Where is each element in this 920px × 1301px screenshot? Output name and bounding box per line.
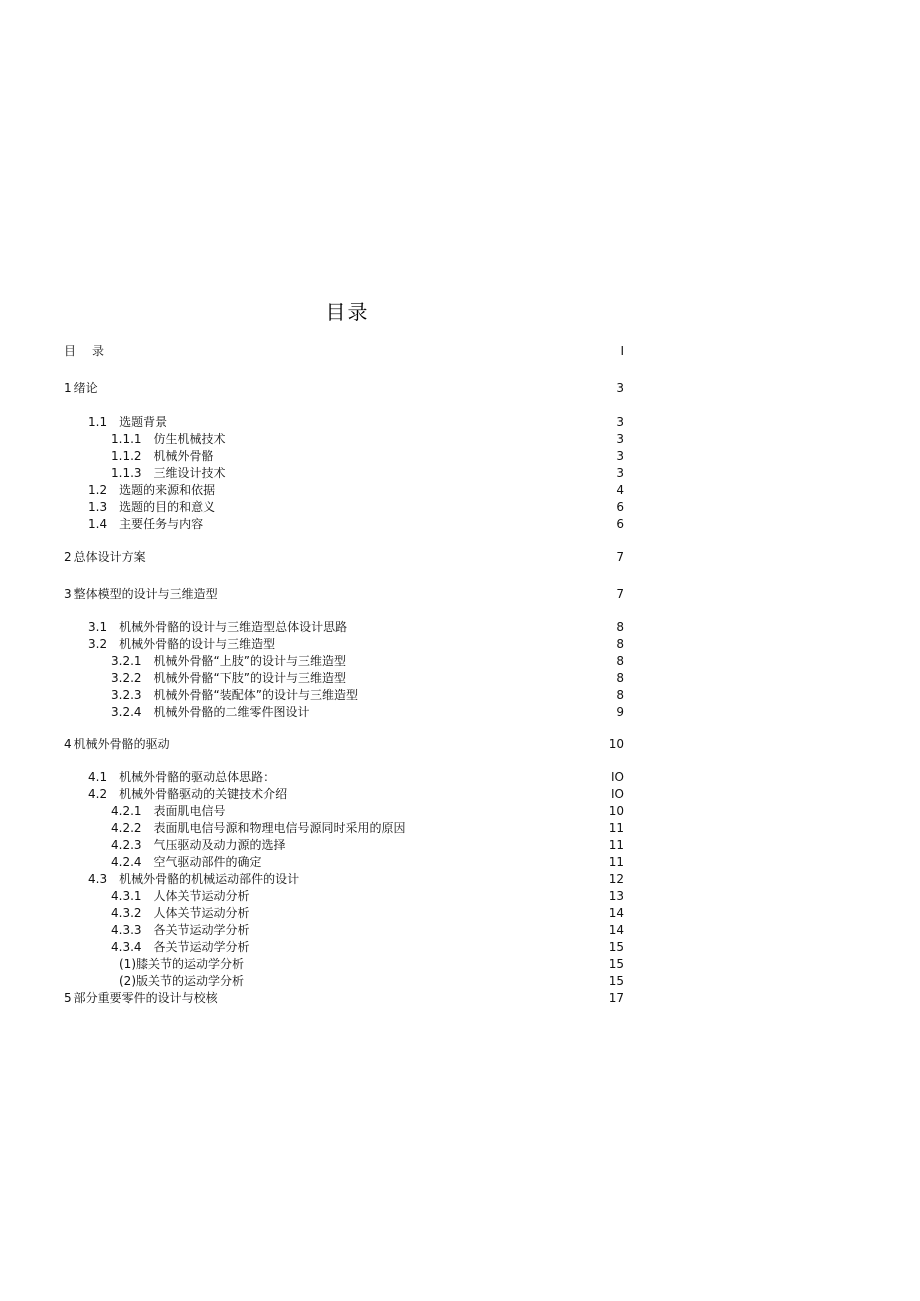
toc-number: 4.2.3 <box>111 838 142 852</box>
toc-entry[interactable] <box>64 835 624 852</box>
toc-page: 3 <box>616 381 624 395</box>
toc-page: 14 <box>608 906 624 920</box>
toc-label: 各关节运动学分析 <box>153 940 250 954</box>
toc-entry[interactable] <box>64 818 624 835</box>
page-title: 目录 <box>325 300 370 324</box>
toc-page: IO <box>611 770 624 784</box>
toc-number: 4.3.3 <box>111 923 142 937</box>
toc-entry[interactable] <box>64 801 624 818</box>
toc-label: 机械外骨骼的设计与三维造型 <box>119 637 276 651</box>
toc-page: 10 <box>608 804 624 818</box>
toc-entry[interactable] <box>64 651 624 668</box>
toc-label: 气压驱动及动力源的选择 <box>153 838 286 852</box>
toc-entry[interactable] <box>64 702 624 719</box>
toc-entry[interactable] <box>64 341 624 358</box>
toc-number: 1.2 <box>88 483 108 497</box>
toc-number: 4.3.2 <box>111 906 142 920</box>
toc-entry[interactable] <box>64 429 624 446</box>
toc-entry[interactable] <box>64 988 624 1005</box>
toc-number: 3 <box>64 587 72 601</box>
toc-entry[interactable] <box>64 767 624 784</box>
toc-entry[interactable] <box>64 668 624 685</box>
toc-number: 4.2.4 <box>111 855 142 869</box>
toc-label: 绪论 <box>73 381 98 395</box>
toc-page: 8 <box>616 671 624 685</box>
toc-number: 4.1 <box>88 770 108 784</box>
toc-number: 3.2.4 <box>111 705 142 719</box>
toc-label: 人体关节运动分析 <box>153 906 250 920</box>
toc-number: (2) <box>119 974 136 988</box>
toc-page: 8 <box>616 620 624 634</box>
toc-page: 6 <box>616 517 624 531</box>
toc-entry[interactable] <box>64 903 624 920</box>
toc-page: 17 <box>608 991 624 1005</box>
toc-label: 机械外骨骼 <box>153 449 214 463</box>
toc-label: 选题的目的和意义 <box>119 500 216 514</box>
toc-page: 6 <box>616 500 624 514</box>
toc-label: 仿生机械技术 <box>153 432 226 446</box>
toc-label: 机械外骨骼的设计与三维造型总体设计思路 <box>119 620 348 634</box>
toc-entry[interactable] <box>64 920 624 937</box>
toc-number: 4.2.2 <box>111 821 142 835</box>
toc-page: 3 <box>616 415 624 429</box>
toc-entry[interactable] <box>64 869 624 886</box>
toc-label: 机械外骨骼的机械运动部件的设计 <box>119 872 300 886</box>
toc-page: 14 <box>608 923 624 937</box>
toc-number: 4.2.1 <box>111 804 142 818</box>
toc-label: 机械外骨骼“装配体”的设计与三维造型 <box>153 688 358 702</box>
toc-page: 12 <box>608 872 624 886</box>
toc-label: 表面肌电信号源和物理电信号源同时采用的原因 <box>153 821 406 835</box>
toc-page: 3 <box>616 449 624 463</box>
toc-number: 4.3.4 <box>111 940 142 954</box>
toc-label: 机械外骨骼“上肢”的设计与三维造型 <box>153 654 346 668</box>
toc-number: 4.2 <box>88 787 108 801</box>
toc-entry[interactable] <box>64 480 624 497</box>
toc-number: 1.1 <box>88 415 108 429</box>
toc-page: IO <box>611 787 624 801</box>
toc-number: 3.2 <box>88 637 108 651</box>
toc-entry[interactable] <box>64 685 624 702</box>
toc-page: 11 <box>608 855 624 869</box>
toc-label: 总体设计方案 <box>73 550 146 564</box>
toc-number: 4.3 <box>88 872 108 886</box>
toc-number: 5 <box>64 991 72 1005</box>
toc-number: 4 <box>64 737 72 751</box>
toc-page: 9 <box>616 705 624 719</box>
toc-number: 3.2.3 <box>111 688 142 702</box>
toc-label: 版关节的运动学分析 <box>136 974 245 988</box>
toc-page: 8 <box>616 637 624 651</box>
toc-page: 4 <box>616 483 624 497</box>
toc-entry[interactable] <box>64 584 624 601</box>
toc-entry[interactable] <box>64 634 624 651</box>
toc-page: 13 <box>608 889 624 903</box>
toc-label: 机械外骨骼的驱动总体思路： <box>119 770 276 784</box>
toc-entry[interactable] <box>64 514 624 531</box>
toc-entry[interactable] <box>64 547 624 564</box>
toc-entry[interactable] <box>64 463 624 480</box>
toc-label: 表面肌电信号 <box>153 804 226 818</box>
toc-number: 4.3.1 <box>111 889 142 903</box>
toc-number: 1.1.1 <box>111 432 142 446</box>
toc-label: 各关节运动学分析 <box>153 923 250 937</box>
toc-label: 选题背景 <box>119 415 168 429</box>
toc-number: 3.1 <box>88 620 108 634</box>
toc-entry[interactable] <box>64 497 624 514</box>
toc-entry[interactable] <box>64 852 624 869</box>
toc-entry[interactable] <box>64 446 624 463</box>
toc-page: 3 <box>616 432 624 446</box>
toc-page: 11 <box>608 821 624 835</box>
toc-page: 7 <box>616 587 624 601</box>
toc-label: 整体模型的设计与三维造型 <box>73 587 218 601</box>
toc-entry[interactable] <box>64 378 624 395</box>
toc-entry[interactable] <box>64 412 624 429</box>
toc-entry[interactable] <box>64 971 624 988</box>
toc-label: 机械外骨骼的驱动 <box>73 737 170 751</box>
toc-number: (1) <box>119 957 136 971</box>
toc-label: 机械外骨骼“下肢”的设计与三维造型 <box>153 671 346 685</box>
toc-label: 空气驱动部件的确定 <box>153 855 262 869</box>
toc-number: 1.4 <box>88 517 108 531</box>
toc-label: 人体关节运动分析 <box>153 889 250 903</box>
toc-page: 8 <box>616 688 624 702</box>
toc-page: 3 <box>616 466 624 480</box>
toc-page: 15 <box>608 957 624 971</box>
toc-number: 目 录 <box>64 344 107 358</box>
toc-number: 1 <box>64 381 72 395</box>
toc-entry[interactable] <box>64 954 624 971</box>
toc-number: 1.1.3 <box>111 466 142 480</box>
toc-label: 主要任务与内容 <box>119 517 204 531</box>
toc-number: 3.2.1 <box>111 654 142 668</box>
toc-label: 部分重要零件的设计与校核 <box>73 991 218 1005</box>
toc-page: 8 <box>616 654 624 668</box>
toc-number: 1.1.2 <box>111 449 142 463</box>
toc-page: 11 <box>608 838 624 852</box>
toc-label: 膝关节的运动学分析 <box>136 957 245 971</box>
toc-entry[interactable] <box>64 734 624 751</box>
toc-entry[interactable] <box>64 937 624 954</box>
toc-label: 机械外骨骼驱动的关键技术介绍 <box>119 787 288 801</box>
toc-label: 选题的来源和依据 <box>119 483 216 497</box>
toc-label: 机械外骨骼的二维零件图设计 <box>153 705 310 719</box>
toc-page: 10 <box>608 737 624 751</box>
toc-number: 3.2.2 <box>111 671 142 685</box>
toc-page: 15 <box>608 974 624 988</box>
toc-page: I <box>620 344 624 358</box>
toc-entry[interactable] <box>64 886 624 903</box>
toc-page: 7 <box>616 550 624 564</box>
toc-number: 2 <box>64 550 72 564</box>
toc-entry[interactable] <box>64 617 624 634</box>
toc-entry[interactable] <box>64 784 624 801</box>
toc-label: 三维设计技术 <box>153 466 226 480</box>
toc-number: 1.3 <box>88 500 108 514</box>
toc-page: 15 <box>608 940 624 954</box>
